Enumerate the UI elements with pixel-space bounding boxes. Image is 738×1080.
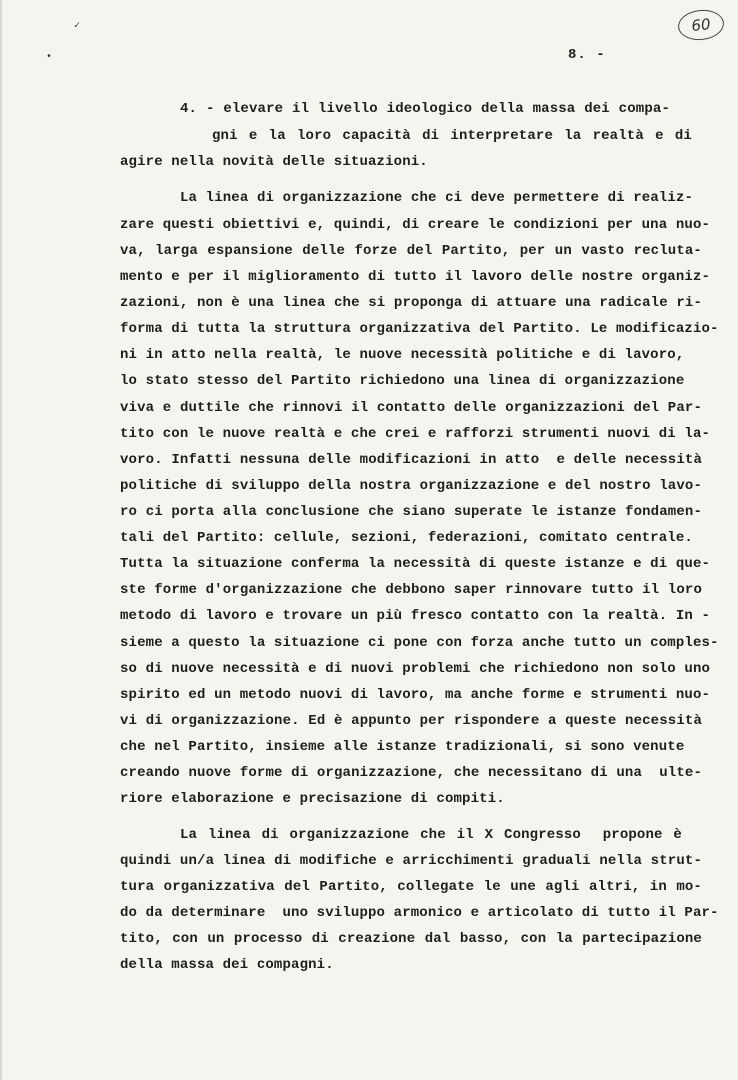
text-line: politiche di sviluppo della nostra organizzazione e del nostro lavo- bbox=[120, 478, 702, 494]
text-line: mento e per il miglioramento di tutto il lavoro delle nostre organiz- bbox=[120, 269, 711, 285]
text-line: viva e duttile che rinnovi il contatto delle organizzazioni del Par- bbox=[120, 400, 702, 416]
text-line: che nel Partito, insieme alle istanze tradizionali, si sono venute bbox=[120, 739, 685, 755]
archive-stamp: 60 bbox=[677, 8, 726, 43]
text-line: creando nuove forme di organizzazione, che necessitano di una ulte- bbox=[120, 765, 702, 781]
text-line: Tutta la situazione conferma la necessità di queste istanze e di que- bbox=[120, 556, 711, 572]
ink-dot: • bbox=[46, 52, 53, 63]
text-line: so di nuove necessità e di nuovi problemi che richiedono non solo uno bbox=[120, 661, 711, 677]
text-line: La linea di organizzazione che ci deve permettere di realiz- bbox=[180, 190, 694, 206]
text-line: forma di tutta la struttura organizzativa del Partito. Le modificazio- bbox=[120, 321, 719, 337]
text-line: spirito ed un metodo nuovi di lavoro, ma anche forme e strumenti nuo- bbox=[120, 687, 711, 703]
text-line: 4. - elevare il livello ideologico della massa dei compa- bbox=[180, 101, 670, 117]
text-line: voro. Infatti nessuna delle modificazioni in atto e delle necessità bbox=[120, 452, 702, 468]
text-line: ste forme d'organizzazione che debbono saper rinnovare tutto il loro bbox=[120, 582, 702, 598]
text-line: quindi un/a linea di modifiche e arricchimenti graduali nella strut- bbox=[120, 853, 702, 869]
text-line: agire nella novità delle situazioni. bbox=[120, 154, 428, 170]
text-line: metodo di lavoro e trovare un più fresco contatto con la realtà. In - bbox=[120, 608, 711, 624]
text-line: ni in atto nella realtà, le nuove necessità politiche e di lavoro, bbox=[120, 347, 685, 363]
page-number: 8. - bbox=[568, 47, 606, 63]
text-line: tito con le nuove realtà e che crei e rafforzi strumenti nuovi di la- bbox=[120, 426, 711, 442]
text-line: riore elaborazione e precisazione di compiti. bbox=[120, 791, 505, 807]
text-line: do da determinare uno sviluppo armonico e articolato di tutto il Par- bbox=[120, 905, 719, 921]
text-line: tali del Partito: cellule, sezioni, federazioni, comitato centrale. bbox=[120, 530, 693, 546]
text-line: La linea di organizzazione che il X Congresso propone è bbox=[180, 827, 682, 843]
text-line: vi di organizzazione. Ed è appunto per rispondere a queste necessità bbox=[120, 713, 702, 729]
text-line: zare questi obiettivi e, quindi, di creare le condizioni per una nuo- bbox=[120, 217, 711, 233]
text-line: ro ci porta alla conclusione che siano superate le istanze fondamen- bbox=[120, 504, 702, 520]
ink-mark: ✓ bbox=[74, 21, 81, 32]
text-line: tura organizzativa del Partito, collegate le une agli altri, in mo- bbox=[120, 879, 702, 895]
text-line: tito, con un processo di creazione dal basso, con la partecipazione bbox=[120, 931, 702, 947]
text-line: sieme a questo la situazione ci pone con forza anche tutto un comples- bbox=[120, 635, 719, 651]
text-line: va, larga espansione delle forze del Partito, per un vasto recluta- bbox=[120, 243, 702, 259]
text-line: lo stato stesso del Partito richiedono una linea di organizzazione bbox=[120, 373, 685, 389]
text-line: gni e la loro capacità di interpretare la realtà e di bbox=[212, 128, 692, 144]
text-line: zazioni, non è una linea che si proponga di attuare una radicale ri- bbox=[120, 295, 702, 311]
text-line: della massa dei compagni. bbox=[120, 957, 334, 973]
